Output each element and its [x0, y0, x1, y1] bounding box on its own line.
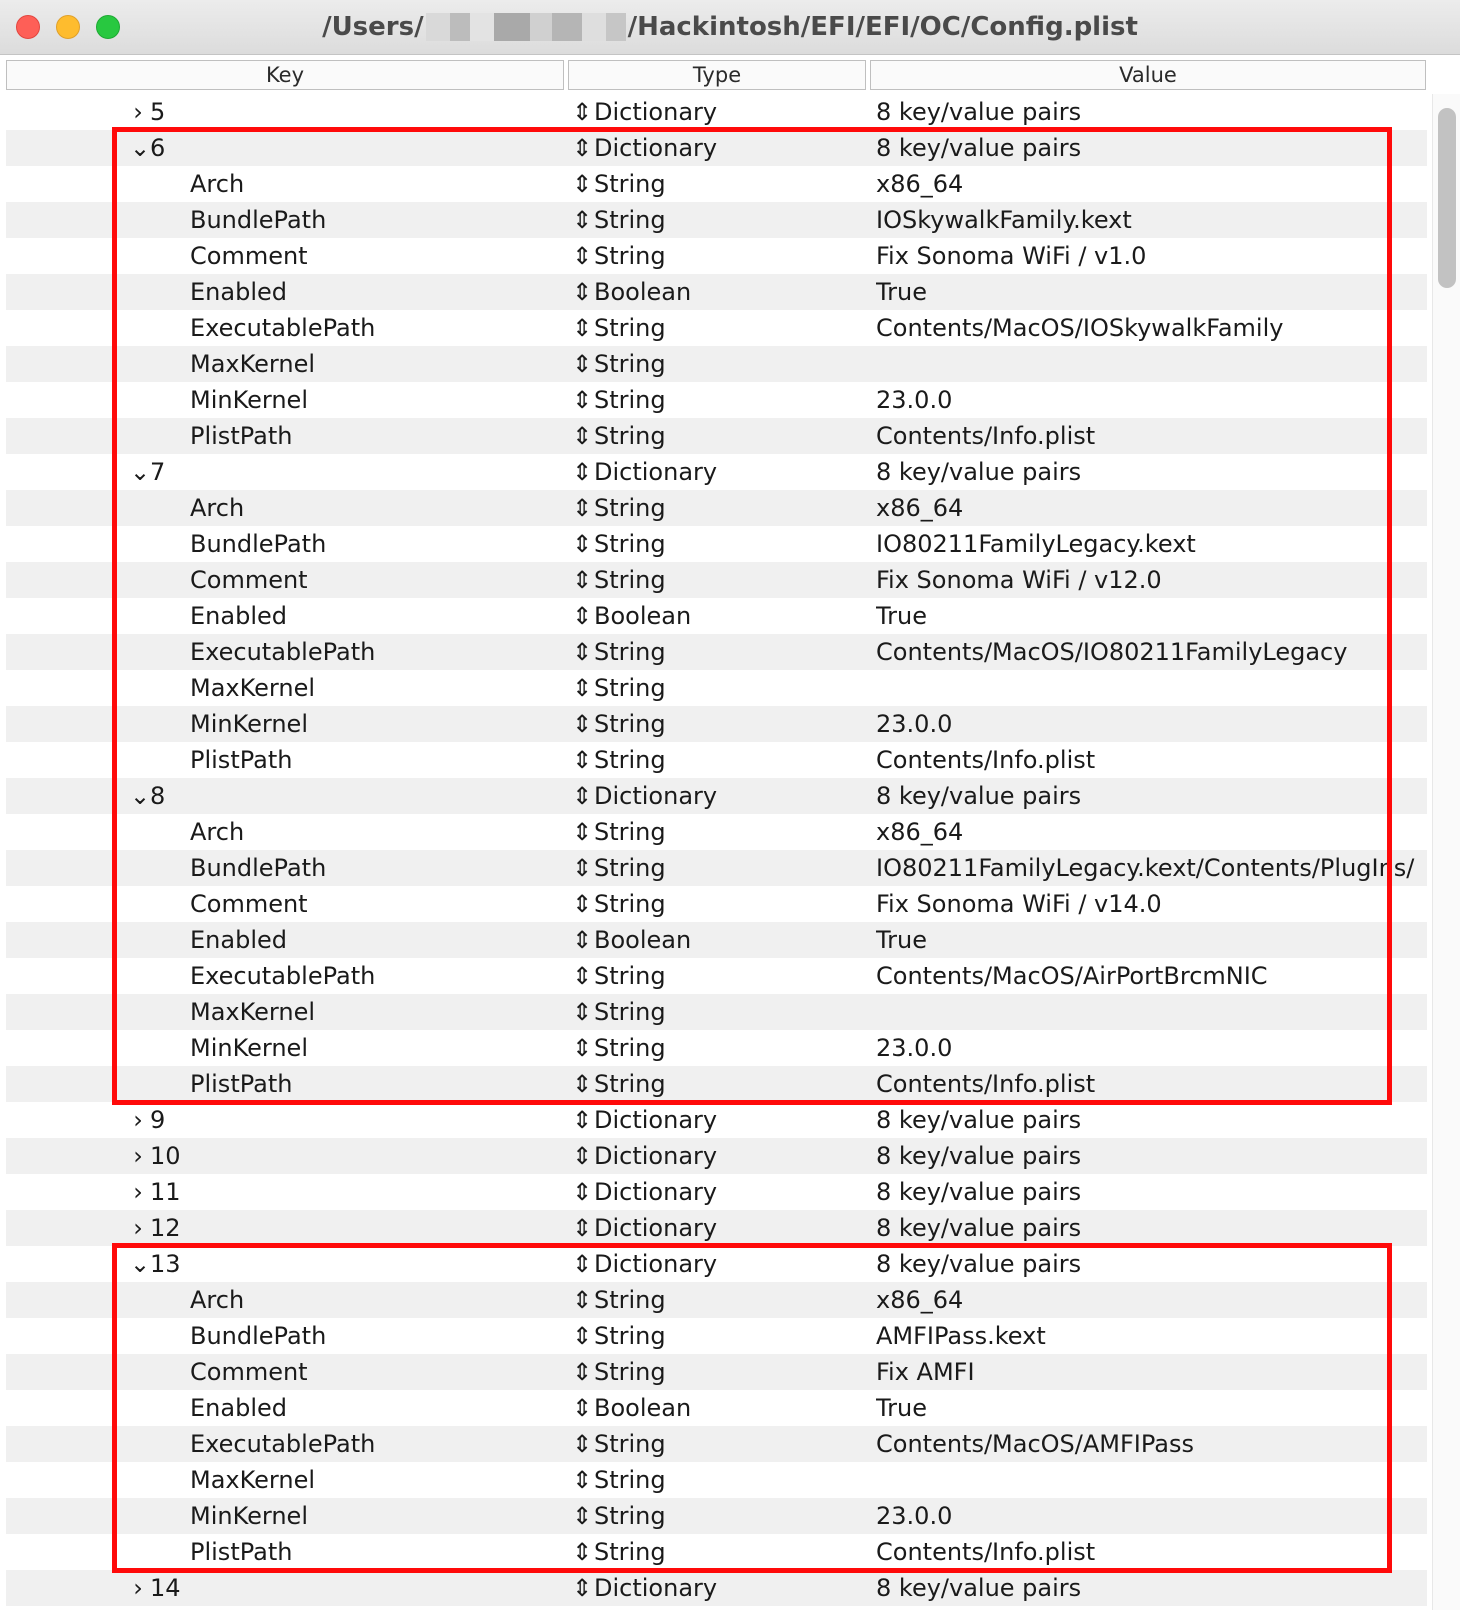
- row-key[interactable]: 14: [150, 1574, 181, 1602]
- row-value[interactable]: AMFIPass.kext: [876, 1322, 1046, 1350]
- column-header-type[interactable]: Type: [568, 60, 866, 90]
- table-row[interactable]: [6, 958, 1427, 994]
- row-value[interactable]: Fix Sonoma WiFi / v14.0: [876, 890, 1162, 918]
- dictionary-row[interactable]: [6, 1210, 1427, 1246]
- row-type[interactable]: Dictionary: [594, 782, 718, 810]
- up-down-arrows-icon[interactable]: ⇕: [572, 278, 593, 306]
- row-type[interactable]: String: [594, 314, 666, 342]
- up-down-arrows-icon[interactable]: ⇕: [572, 1070, 593, 1098]
- row-value[interactable]: 8 key/value pairs: [876, 1142, 1082, 1170]
- up-down-arrows-icon[interactable]: ⇕: [572, 458, 593, 486]
- up-down-arrows-icon[interactable]: ⇕: [572, 1394, 593, 1422]
- up-down-arrows-icon[interactable]: ⇕: [572, 890, 593, 918]
- dictionary-row[interactable]: [6, 94, 1427, 130]
- scrollbar-thumb[interactable]: [1438, 108, 1456, 288]
- up-down-arrows-icon[interactable]: ⇕: [572, 926, 593, 954]
- table-row[interactable]: [6, 1498, 1427, 1534]
- row-key[interactable]: 11: [150, 1178, 181, 1206]
- up-down-arrows-icon[interactable]: ⇕: [572, 998, 593, 1026]
- dictionary-row[interactable]: [6, 1138, 1427, 1174]
- table-row[interactable]: [6, 1030, 1427, 1066]
- row-key[interactable]: MaxKernel: [190, 998, 316, 1026]
- row-value[interactable]: 8 key/value pairs: [876, 1106, 1082, 1134]
- row-key[interactable]: Enabled: [190, 1394, 287, 1422]
- row-value[interactable]: 8 key/value pairs: [876, 458, 1082, 486]
- row-value[interactable]: IO80211FamilyLegacy.kext/Contents/PlugIns/: [876, 854, 1415, 882]
- table-row[interactable]: [6, 1354, 1427, 1390]
- up-down-arrows-icon[interactable]: ⇕: [572, 566, 593, 594]
- row-value[interactable]: Contents/Info.plist: [876, 1070, 1096, 1098]
- up-down-arrows-icon[interactable]: ⇕: [572, 1142, 593, 1170]
- table-row[interactable]: [6, 1066, 1427, 1102]
- column-header-value[interactable]: Value: [870, 60, 1426, 90]
- up-down-arrows-icon[interactable]: ⇕: [572, 962, 593, 990]
- row-value[interactable]: Fix Sonoma WiFi / v1.0: [876, 242, 1147, 270]
- chevron-down-icon[interactable]: ⌄: [130, 134, 151, 162]
- row-key[interactable]: Enabled: [190, 926, 287, 954]
- up-down-arrows-icon[interactable]: ⇕: [572, 1538, 593, 1566]
- table-row[interactable]: [6, 1390, 1427, 1426]
- table-row[interactable]: [6, 814, 1427, 850]
- row-key[interactable]: BundlePath: [190, 206, 327, 234]
- row-value[interactable]: x86_64: [876, 1286, 964, 1314]
- row-type[interactable]: String: [594, 170, 666, 198]
- up-down-arrows-icon[interactable]: ⇕: [572, 710, 593, 738]
- row-type[interactable]: Dictionary: [594, 98, 718, 126]
- table-row[interactable]: [6, 634, 1427, 670]
- up-down-arrows-icon[interactable]: ⇕: [572, 134, 593, 162]
- chevron-right-icon[interactable]: ›: [133, 1106, 143, 1134]
- row-type[interactable]: String: [594, 638, 666, 666]
- dictionary-row[interactable]: [6, 778, 1427, 814]
- up-down-arrows-icon[interactable]: ⇕: [572, 1034, 593, 1062]
- row-key[interactable]: ExecutablePath: [190, 314, 376, 342]
- table-row[interactable]: [6, 490, 1427, 526]
- vertical-scrollbar[interactable]: [1432, 94, 1460, 1610]
- row-value[interactable]: True: [876, 926, 927, 954]
- row-type[interactable]: Dictionary: [594, 1214, 718, 1242]
- row-key[interactable]: 5: [150, 98, 166, 126]
- row-key[interactable]: MinKernel: [190, 386, 308, 414]
- row-type[interactable]: String: [594, 998, 666, 1026]
- row-type[interactable]: Dictionary: [594, 458, 718, 486]
- row-value[interactable]: 23.0.0: [876, 1502, 953, 1530]
- table-row[interactable]: [6, 562, 1427, 598]
- row-type[interactable]: Boolean: [594, 278, 692, 306]
- table-row[interactable]: [6, 850, 1427, 886]
- table-row[interactable]: [6, 166, 1427, 202]
- row-type[interactable]: Boolean: [594, 926, 692, 954]
- up-down-arrows-icon[interactable]: ⇕: [572, 170, 593, 198]
- row-key[interactable]: MaxKernel: [190, 1466, 316, 1494]
- chevron-right-icon[interactable]: ›: [133, 1214, 143, 1242]
- chevron-right-icon[interactable]: ›: [133, 98, 143, 126]
- up-down-arrows-icon[interactable]: ⇕: [572, 314, 593, 342]
- column-header-key[interactable]: Key: [6, 60, 564, 90]
- row-type[interactable]: Dictionary: [594, 1574, 718, 1602]
- row-type[interactable]: Dictionary: [594, 1106, 718, 1134]
- row-key[interactable]: Comment: [190, 1358, 308, 1386]
- row-value[interactable]: 8 key/value pairs: [876, 98, 1082, 126]
- row-key[interactable]: MinKernel: [190, 710, 308, 738]
- row-key[interactable]: Comment: [190, 242, 308, 270]
- up-down-arrows-icon[interactable]: ⇕: [572, 818, 593, 846]
- table-row[interactable]: [6, 238, 1427, 274]
- up-down-arrows-icon[interactable]: ⇕: [572, 674, 593, 702]
- dictionary-row[interactable]: [6, 1246, 1427, 1282]
- dictionary-row[interactable]: [6, 1102, 1427, 1138]
- row-value[interactable]: Contents/Info.plist: [876, 746, 1096, 774]
- chevron-down-icon[interactable]: ⌄: [130, 1250, 151, 1278]
- row-key[interactable]: Arch: [190, 818, 245, 846]
- row-type[interactable]: String: [594, 1322, 666, 1350]
- row-value[interactable]: True: [876, 278, 927, 306]
- up-down-arrows-icon[interactable]: ⇕: [572, 1574, 593, 1602]
- up-down-arrows-icon[interactable]: ⇕: [572, 530, 593, 558]
- row-value[interactable]: 8 key/value pairs: [876, 1250, 1082, 1278]
- dictionary-row[interactable]: [6, 454, 1427, 490]
- up-down-arrows-icon[interactable]: ⇕: [572, 350, 593, 378]
- up-down-arrows-icon[interactable]: ⇕: [572, 746, 593, 774]
- row-type[interactable]: String: [594, 494, 666, 522]
- up-down-arrows-icon[interactable]: ⇕: [572, 782, 593, 810]
- table-row[interactable]: [6, 1534, 1427, 1570]
- row-type[interactable]: String: [594, 746, 666, 774]
- row-value[interactable]: IOSkywalkFamily.kext: [876, 206, 1132, 234]
- row-type[interactable]: String: [594, 962, 666, 990]
- chevron-down-icon[interactable]: ⌄: [130, 458, 151, 486]
- up-down-arrows-icon[interactable]: ⇕: [572, 1214, 593, 1242]
- table-row[interactable]: [6, 346, 1427, 382]
- column-header: [6, 60, 1426, 92]
- table-row[interactable]: [6, 310, 1427, 346]
- table-row[interactable]: [6, 1282, 1427, 1318]
- row-key[interactable]: PlistPath: [190, 1538, 293, 1566]
- up-down-arrows-icon[interactable]: ⇕: [572, 1430, 593, 1458]
- row-key[interactable]: 7: [150, 458, 166, 486]
- up-down-arrows-icon[interactable]: ⇕: [572, 1178, 593, 1206]
- up-down-arrows-icon[interactable]: ⇕: [572, 494, 593, 522]
- up-down-arrows-icon[interactable]: ⇕: [572, 1250, 593, 1278]
- row-key[interactable]: MaxKernel: [190, 350, 316, 378]
- row-key[interactable]: 9: [150, 1106, 166, 1134]
- row-key[interactable]: BundlePath: [190, 530, 327, 558]
- row-type[interactable]: String: [594, 566, 666, 594]
- row-key[interactable]: Arch: [190, 170, 245, 198]
- up-down-arrows-icon[interactable]: ⇕: [572, 1502, 593, 1530]
- dictionary-row[interactable]: [6, 1570, 1427, 1606]
- row-value[interactable]: Contents/MacOS/AMFIPass: [876, 1430, 1194, 1458]
- row-type[interactable]: String: [594, 422, 666, 450]
- title-suffix: /Hackintosh/EFI/EFI/OC/Config.plist: [627, 12, 1138, 42]
- row-value[interactable]: 23.0.0: [876, 386, 953, 414]
- row-type[interactable]: String: [594, 1430, 666, 1458]
- chevron-right-icon[interactable]: ›: [133, 1178, 143, 1206]
- row-type[interactable]: String: [594, 1286, 666, 1314]
- row-value[interactable]: Contents/MacOS/IO80211FamilyLegacy: [876, 638, 1348, 666]
- up-down-arrows-icon[interactable]: ⇕: [572, 422, 593, 450]
- row-key[interactable]: ExecutablePath: [190, 638, 376, 666]
- row-value[interactable]: 8 key/value pairs: [876, 134, 1082, 162]
- row-key[interactable]: Arch: [190, 1286, 245, 1314]
- row-value[interactable]: Contents/Info.plist: [876, 1538, 1096, 1566]
- row-value[interactable]: x86_64: [876, 818, 964, 846]
- row-type[interactable]: String: [594, 386, 666, 414]
- row-key[interactable]: 8: [150, 782, 166, 810]
- row-key[interactable]: MinKernel: [190, 1502, 308, 1530]
- row-type[interactable]: Dictionary: [594, 134, 718, 162]
- row-type[interactable]: String: [594, 818, 666, 846]
- row-value[interactable]: IO80211FamilyLegacy.kext: [876, 530, 1196, 558]
- row-type[interactable]: String: [594, 350, 666, 378]
- row-value[interactable]: True: [876, 602, 927, 630]
- row-key[interactable]: 13: [150, 1250, 181, 1278]
- row-type[interactable]: Boolean: [594, 602, 692, 630]
- table-row[interactable]: [6, 670, 1427, 706]
- row-value[interactable]: 8 key/value pairs: [876, 1574, 1082, 1602]
- up-down-arrows-icon[interactable]: ⇕: [572, 638, 593, 666]
- up-down-arrows-icon[interactable]: ⇕: [572, 98, 593, 126]
- row-key[interactable]: MinKernel: [190, 1034, 308, 1062]
- row-value[interactable]: 8 key/value pairs: [876, 782, 1082, 810]
- row-key[interactable]: ExecutablePath: [190, 962, 376, 990]
- row-value[interactable]: x86_64: [876, 494, 964, 522]
- row-type[interactable]: String: [594, 854, 666, 882]
- table-row[interactable]: [6, 706, 1427, 742]
- row-value[interactable]: Fix Sonoma WiFi / v12.0: [876, 566, 1162, 594]
- up-down-arrows-icon[interactable]: ⇕: [572, 1358, 593, 1386]
- row-value[interactable]: Contents/Info.plist: [876, 422, 1096, 450]
- table-row[interactable]: [6, 418, 1427, 454]
- row-type[interactable]: Boolean: [594, 1394, 692, 1422]
- chevron-right-icon[interactable]: ›: [133, 1142, 143, 1170]
- table-row[interactable]: [6, 1318, 1427, 1354]
- row-key[interactable]: Comment: [190, 566, 308, 594]
- table-row[interactable]: [6, 994, 1427, 1030]
- row-type[interactable]: Dictionary: [594, 1250, 718, 1278]
- up-down-arrows-icon[interactable]: ⇕: [572, 1106, 593, 1134]
- plist-outline: [6, 94, 1427, 1610]
- row-key[interactable]: PlistPath: [190, 422, 293, 450]
- row-key[interactable]: Arch: [190, 494, 245, 522]
- up-down-arrows-icon[interactable]: ⇕: [572, 602, 593, 630]
- row-type[interactable]: String: [594, 206, 666, 234]
- row-type[interactable]: String: [594, 710, 666, 738]
- row-type[interactable]: String: [594, 242, 666, 270]
- up-down-arrows-icon[interactable]: ⇕: [572, 386, 593, 414]
- row-key[interactable]: BundlePath: [190, 1322, 327, 1350]
- dictionary-row[interactable]: [6, 130, 1427, 166]
- row-key[interactable]: MaxKernel: [190, 674, 316, 702]
- table-row[interactable]: [6, 202, 1427, 238]
- dictionary-row[interactable]: [6, 1174, 1427, 1210]
- table-row[interactable]: [6, 598, 1427, 634]
- row-value[interactable]: x86_64: [876, 170, 964, 198]
- up-down-arrows-icon[interactable]: ⇕: [572, 206, 593, 234]
- redacted-username: [426, 13, 626, 41]
- row-type[interactable]: String: [594, 1538, 666, 1566]
- chevron-right-icon[interactable]: ›: [133, 1574, 143, 1602]
- window-title: [0, 0, 1460, 54]
- table-row[interactable]: [6, 1426, 1427, 1462]
- table-row[interactable]: [6, 922, 1427, 958]
- table-row[interactable]: [6, 526, 1427, 562]
- row-key[interactable]: 10: [150, 1142, 181, 1170]
- title-bar[interactable]: [0, 0, 1460, 55]
- row-key[interactable]: 6: [150, 134, 166, 162]
- table-row[interactable]: [6, 382, 1427, 418]
- up-down-arrows-icon[interactable]: ⇕: [572, 1286, 593, 1314]
- row-value[interactable]: Contents/MacOS/IOSkywalkFamily: [876, 314, 1284, 342]
- table-row[interactable]: [6, 742, 1427, 778]
- row-type[interactable]: String: [594, 530, 666, 558]
- row-type[interactable]: String: [594, 1502, 666, 1530]
- row-value[interactable]: Fix AMFI: [876, 1358, 975, 1386]
- row-type[interactable]: String: [594, 890, 666, 918]
- up-down-arrows-icon[interactable]: ⇕: [572, 854, 593, 882]
- row-type[interactable]: String: [594, 1070, 666, 1098]
- row-value[interactable]: True: [876, 1394, 927, 1422]
- up-down-arrows-icon[interactable]: ⇕: [572, 242, 593, 270]
- table-row[interactable]: [6, 1462, 1427, 1498]
- row-key[interactable]: Comment: [190, 890, 308, 918]
- row-value[interactable]: 8 key/value pairs: [876, 1214, 1082, 1242]
- row-key[interactable]: 12: [150, 1214, 181, 1242]
- row-key[interactable]: PlistPath: [190, 746, 293, 774]
- row-key[interactable]: ExecutablePath: [190, 1430, 376, 1458]
- row-key[interactable]: Enabled: [190, 602, 287, 630]
- row-type[interactable]: String: [594, 674, 666, 702]
- row-value[interactable]: Contents/MacOS/AirPortBrcmNIC: [876, 962, 1268, 990]
- row-value[interactable]: 8 key/value pairs: [876, 1178, 1082, 1206]
- row-key[interactable]: BundlePath: [190, 854, 327, 882]
- up-down-arrows-icon[interactable]: ⇕: [572, 1466, 593, 1494]
- row-value[interactable]: 23.0.0: [876, 1034, 953, 1062]
- table-row[interactable]: [6, 886, 1427, 922]
- row-value[interactable]: 23.0.0: [876, 710, 953, 738]
- row-type[interactable]: String: [594, 1466, 666, 1494]
- row-key[interactable]: PlistPath: [190, 1070, 293, 1098]
- row-type[interactable]: Dictionary: [594, 1178, 718, 1206]
- row-key[interactable]: Enabled: [190, 278, 287, 306]
- row-type[interactable]: String: [594, 1034, 666, 1062]
- up-down-arrows-icon[interactable]: ⇕: [572, 1322, 593, 1350]
- title-prefix: /Users/: [322, 12, 424, 42]
- chevron-down-icon[interactable]: ⌄: [130, 782, 151, 810]
- table-row[interactable]: [6, 274, 1427, 310]
- row-type[interactable]: Dictionary: [594, 1142, 718, 1170]
- row-type[interactable]: String: [594, 1358, 666, 1386]
